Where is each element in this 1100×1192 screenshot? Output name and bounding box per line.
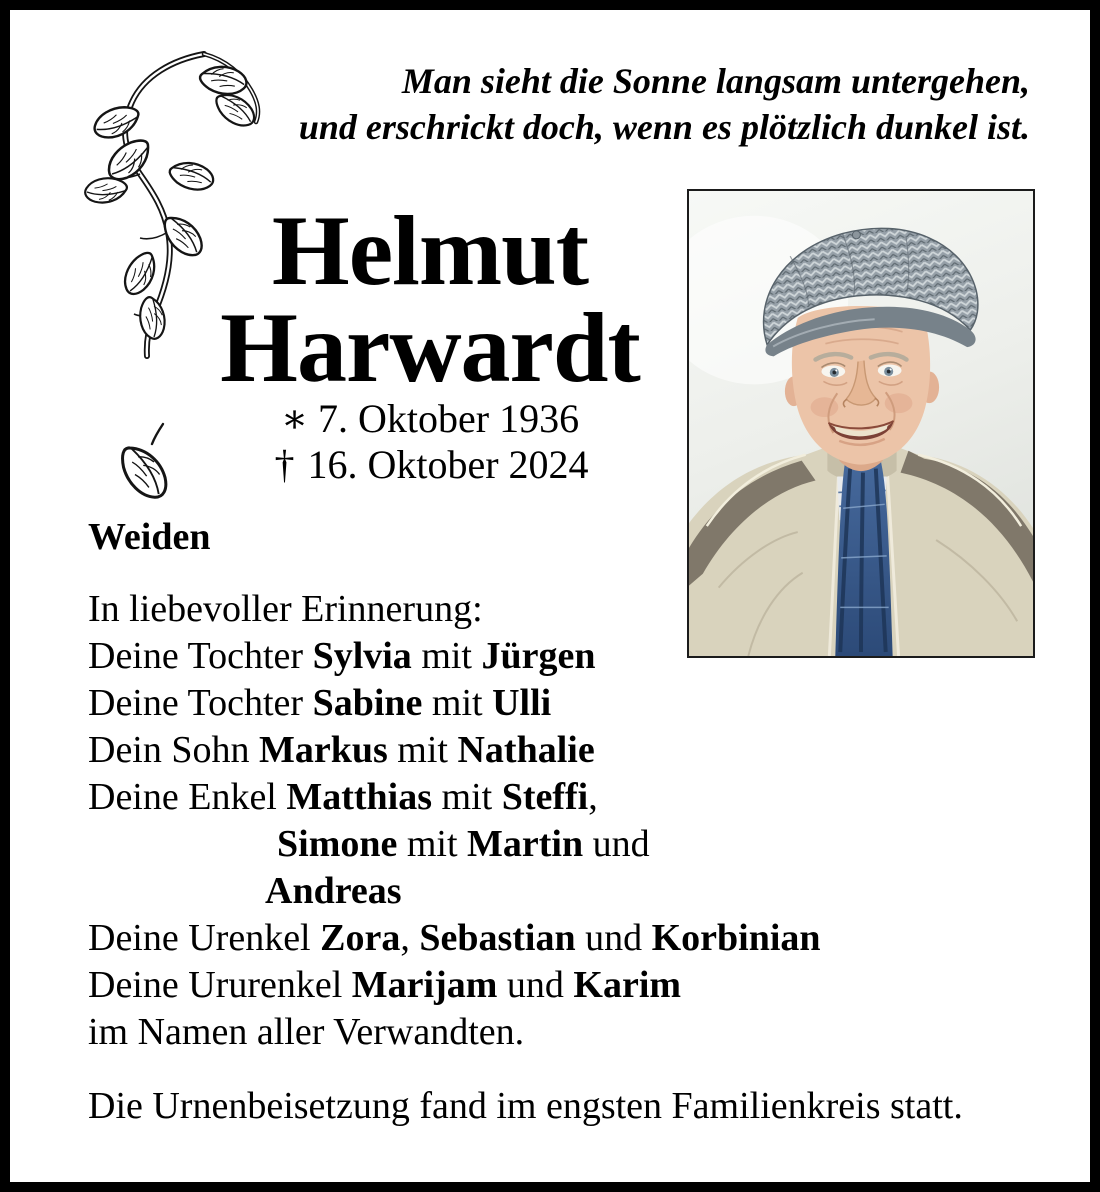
family-line-grandchildren-2: Simone mit Martin und: [277, 823, 650, 865]
life-dates: [170, 396, 690, 488]
funeral-note: Die Urnenbeisetzung fand im engsten Familienkreis statt.: [88, 1085, 963, 1127]
deceased-last-name: Harwardt: [220, 292, 640, 403]
death-cross-icon: †: [274, 442, 295, 487]
birth-date-line: [170, 396, 690, 442]
family-line-relatives: im Namen aller Verwandten.: [88, 1011, 525, 1053]
death-date-line: [170, 442, 690, 488]
family-line-grandchildren-1: Deine Enkel Matthias mit Steffi,: [88, 776, 598, 818]
quote-line-1: Man sieht die Sonne langsam untergehen,: [401, 61, 1030, 101]
remembrance-section: [88, 514, 1048, 1130]
family-line-great-great-grandchildren: Deine Ururenkel Marijam und Karim: [88, 964, 682, 1006]
birth-date: 7. Oktober 1936: [318, 396, 580, 441]
family-line-daughter-sylvia: Deine Tochter Sylvia mit Jürgen: [88, 635, 596, 677]
deceased-first-name: Helmut: [271, 195, 589, 306]
family-line-grandchildren-3: Andreas: [265, 870, 402, 912]
family-line-great-grandchildren: Deine Urenkel Zora, Sebastian und Korbinian: [88, 917, 821, 959]
family-line-son-markus: Dein Sohn Markus mit Nathalie: [88, 729, 595, 771]
death-date: 16. Oktober 2024: [307, 442, 589, 487]
condolence-quote: [270, 58, 1030, 150]
quote-line-2: und erschrickt doch, wenn es plötzlich dunkel ist.: [298, 107, 1030, 147]
family-line-daughter-sabine: Deine Tochter Sabine mit Ulli: [88, 682, 552, 724]
place-name: Weiden: [88, 516, 211, 558]
birth-star-icon: ∗: [280, 396, 309, 441]
deceased-name: [170, 195, 690, 403]
remembrance-intro: In liebevoller Erinnerung:: [88, 588, 483, 630]
